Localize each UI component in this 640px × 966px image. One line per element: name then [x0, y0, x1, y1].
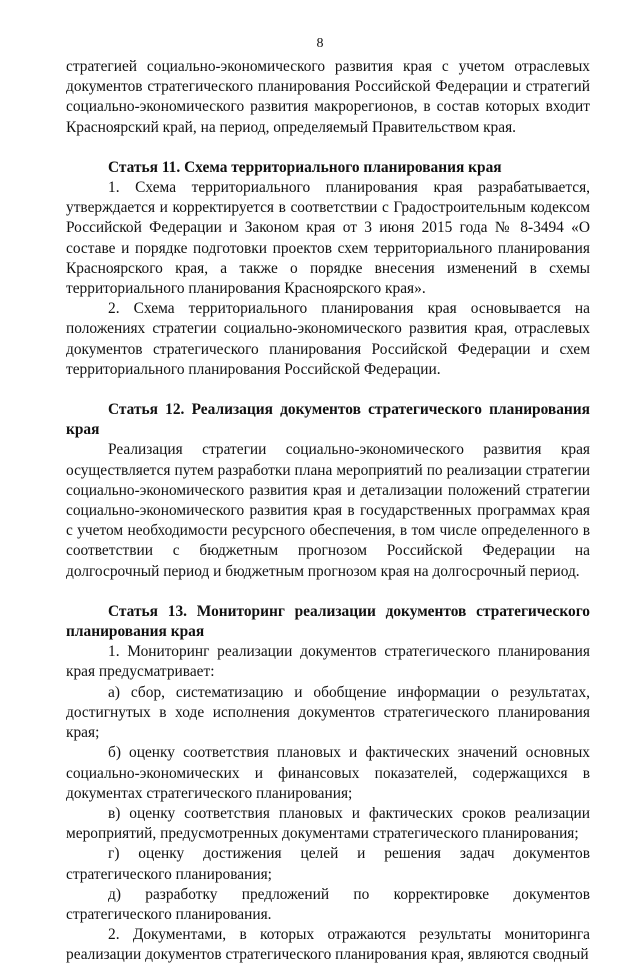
article-13-item-v: в) оценку соответствия плановых и фактических сроков реализации мероприятий, предусмотренных документами стратегического планирования;: [66, 804, 590, 843]
page-number: 8: [316, 36, 324, 51]
article-13-item-g: г) оценку достижения целей и решения задач документов стратегического планирования;: [66, 845, 590, 883]
article-13-item-d: д) разработку предложений по корректировке документов стратегического планирования.: [66, 885, 590, 923]
article-11-title: Статья 11. Схема территориального планирования края: [108, 158, 502, 176]
article-13-paragraph-1: 1. Мониторинг реализации документов стратегического планирования края предусматривает:: [66, 643, 590, 681]
document-body: [66, 57, 590, 966]
article-13-item-b: б) оценку соответствия плановых и фактических значений основных социально-экономических и финансовых показателей, содержащихся в документах стратегического планирования;: [66, 744, 590, 802]
article-13-paragraph-2: 2. Документами, в которых отражаются результаты мониторинга реализации документов стратегического планирования края, являются сводный: [66, 926, 590, 964]
article-11-paragraph-2: 2. Схема территориального планирования края основывается на положениях стратегии социально-экономического развития края, отраслевых документов стратегического планирования Российской Федерации и схем территориального планирования Российской Федерации.: [66, 300, 590, 378]
paragraph-continuation: стратегией социально-экономического развития края с учетом отраслевых документов стратегического планирования Российской Федерации и стратегий социально-экономического развития макрорегионов, в состав которых входит Красноярский край, на период, определяемый Правительством края.: [66, 58, 590, 136]
article-12-title: Статья 12. Реализация документов стратегического планирования края: [66, 401, 590, 439]
article-11-paragraph-1: 1. Схема территориального планирования края разрабатывается, утверждается и корректируется в соответствии с Градостроительным кодексом Российской Федерации и Законом края от 3 июня 2015 года № 8-3494 «О составе и порядке подготовки проектов схем территориального планирования Красноярского края, а также о порядке внесения изменений в схемы территориального планирования Красноярского края».: [66, 179, 590, 298]
article-13-title: Статья 13. Мониторинг реализации документов стратегического планирования края: [66, 602, 590, 641]
article-13-item-a: а) сбор, систематизацию и обобщение информации о результатах, достигнутых в ходе исполнения документов стратегического планирования края;: [66, 683, 590, 742]
article-12-paragraph-1: Реализация стратегии социально-экономического развития края осуществляется путем разработки плана мероприятий по реализации стратегии социально-экономического развития края и детализации положений стратегии социально-экономического развития края в государственных программах края с учетом необходимости ресурсного обеспечения, в том числе определенного в соответствии с бюджетным прогнозом Российской Федерации на долгосрочный период и бюджетным прогнозом края на долгосрочный период.: [66, 441, 590, 580]
